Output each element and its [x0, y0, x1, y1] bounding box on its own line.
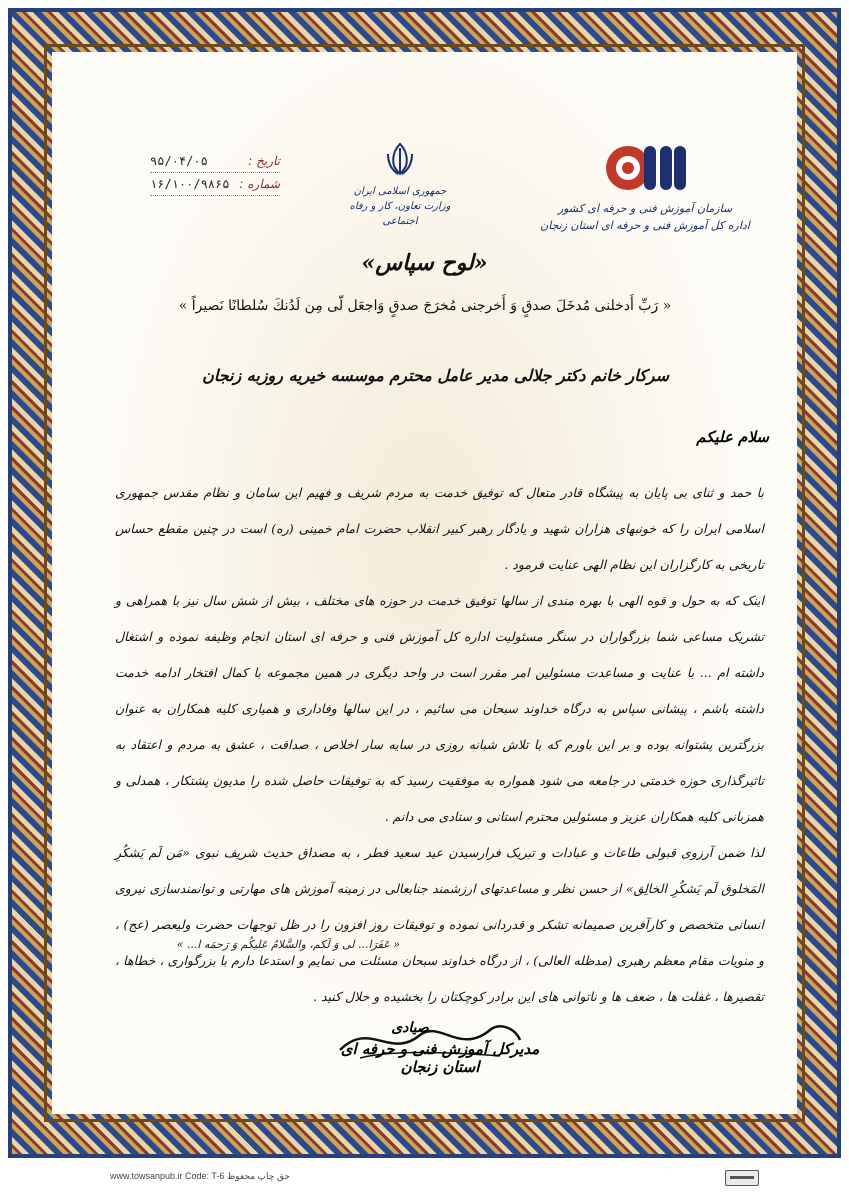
greeting: سلام علیکم: [696, 428, 769, 446]
print-code: www.towsanpub.ir Code: T-6 حق چاپ محفوظ: [110, 1171, 290, 1181]
signer-name: صیادی: [391, 1020, 429, 1036]
ministry-name: وزارت تعاون، کار و رفاه اجتماعی: [349, 201, 451, 227]
closing-prayer: « عَفَرَا... لی وَ لَکم، والسَّلامُ عَلیکُم وَ رَحمَه ا... »: [176, 938, 400, 951]
date-value: ۹۵/۰۴/۰۵: [150, 154, 208, 168]
tvto-logo-icon: [600, 140, 690, 196]
paragraph-2: اینک که به حول و قوه الهی با بهره مندی از سالها توفیق خدمت در حوزه های مختلف ، بیش از شش سال نیز با همراهی و تشریک مساعی شما بزرگواران در سنگر مسئولیت اداره کل آموزش فنی و حرفه ای استان انجام وظیفه نموده و اشتغال داشته ام ... با عنایت و مساعدت مسئولین امر مقرر است در واحد دیگری در همین مجموعه با کمال افتخار ادامه خدمت داشته باشم ، پیشانی سپاس به درگاه خداوند سبحان می سائیم ، در این سالها وفاداری و همیاری کلیه همکاران به عنوان بزرگترین پشتوانه بوده و بر این باورم که با تلاش شبانه روزی در سایه سار اخلاص ، صداقت ، عشق به مردم و اعتقاد به تاثیرگذاری حوزه خدمتی در جامعه می شود همواره به موفقیت رسید که به توفیقات حاصل شده را مدیون پشتکار ، همدلی و همزبانی کلیه همکاران عزیز و مسئولین محترم استانی و ستادی می دانم .: [115, 593, 764, 824]
signer-title: مدیرکل آموزش فنی و حرفه ای استان زنجان: [340, 1040, 540, 1076]
quran-verse: « رَبِّ أَدخلنی مُدخَلَ صدقٍ وَ أَخرجنی مُخرَجَ صدقٍ وَاجعَل لّی مِن لَدُنكَ سُلطانًا نَصیراً »: [178, 298, 672, 314]
organization-provincial: اداره کل آموزش فنی و حرفه ای استان زنجان: [540, 219, 750, 232]
number-value: ۱۶/۱۰۰/۹۸۶۵: [150, 177, 230, 191]
number-label: شماره :: [239, 177, 280, 191]
number-row: [150, 173, 280, 196]
publisher-logo-icon: [725, 1170, 759, 1186]
certificate-title: «لوح سپاس»: [361, 250, 488, 276]
date-label: تاریخ :: [248, 154, 280, 168]
date-row: [150, 150, 280, 173]
paragraph-1: با حمد و ثنای بی پایان به پیشگاه قادر متعال که توفیق خدمت به مردم شریف و فهیم این سامان و نظام مقدس جمهوری اسلامی ایران را که خونبهای هزاران شهید و یادگار رهبر کبیر انقلاب حضرت امام خمینی (ره) است در چنین مقطع حساس تاریخی به کارگزاران این نظام الهی عنایت فرمود .: [115, 485, 764, 572]
letter-body: [115, 475, 764, 1015]
organization-national: سازمان آموزش فنی و حرفه ای کشور: [557, 202, 733, 215]
paragraph-3: لذا ضمن آرزوی قبولی طاعات و عبادات و تبریک فرارسیدن عید سعید فطر ، به مصداق حدیث شریف نبوی «مَن لَم یَشکُرِ المَخلوق لَم یَشکُرِ الخالِق» از حسن نظر و مساعدتهای ارزشمند جنابعالی در زمینه آموزش های مهارتی و توانمندسازی نیروی انسانی متخصص و کارآفرین صمیمانه تشکر و قدردانی نموده و توفیقات روز افزون را در ظل توجهات حضرت ولیعصر (عج) ، و منویات مقام معظم رهبری (مدظله العالی) ، از درگاه خداوند سبحان مسئلت می نمایم و استدعا دارم با بزرگواری ، خطاها ، تقصیرها ، غفلت ها ، ضعف ها و ناتوانی های این برادر کوچکتان را بخشیده و حلال کنید .: [115, 845, 764, 1004]
ministry-block: [340, 140, 460, 229]
ministry-country: جمهوری اسلامی ایران: [353, 186, 447, 197]
recipient-line: سرکار خانم دکتر جلالی مدیر عامل محترم موسسه خیریه روزبه زنجان: [202, 366, 669, 385]
document-meta: [150, 150, 280, 196]
organization-block: [530, 140, 760, 234]
iran-emblem-icon: [380, 140, 420, 180]
